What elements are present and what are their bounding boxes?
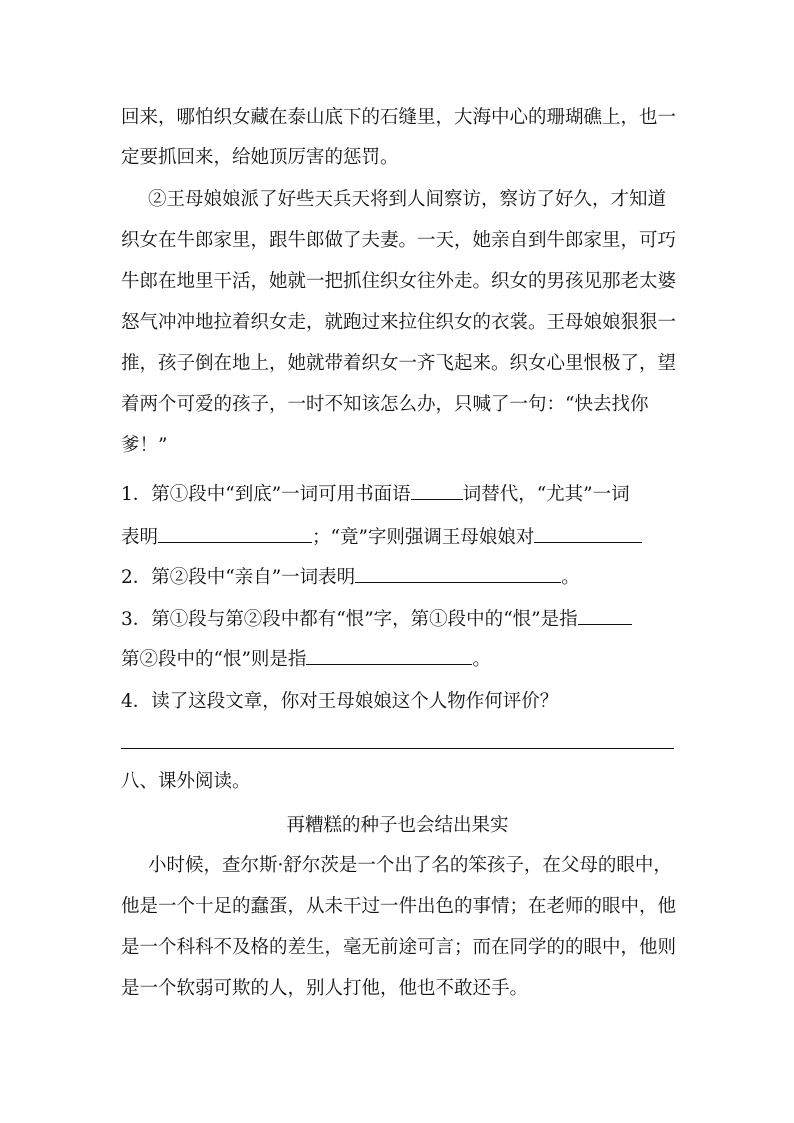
para2-line5: 推，孩子倒在地上，她就带着织女一齐飞起来。织女心里恨极了，望 xyxy=(121,353,677,374)
answer-blank-3b[interactable] xyxy=(306,646,472,665)
para2-line4: 怒气冲冲地拉着织女走，就跑过来拉住织女的衣裳。王母娘娘狠狠一 xyxy=(121,312,677,333)
answer-blank-1c[interactable] xyxy=(534,524,642,543)
passage-line2: 他是一个十足的蠢蛋，从未干过一件出色的事情；在老师的眼中，他 xyxy=(121,896,677,917)
answer-blank-3a[interactable] xyxy=(578,606,632,625)
question-3-text-a: 3．第①段与第②段中都有“恨”字，第①段中的“恨”是指 xyxy=(121,609,578,630)
passage-line1: 小时候，查尔斯·舒尔茨是一个出了名的笨孩子，在父母的眼中， xyxy=(148,855,672,876)
question-1-line2 xyxy=(121,524,642,550)
question-2-text-a: 2．第②段中“亲自”一词表明 xyxy=(121,567,356,588)
question-2 xyxy=(121,564,580,590)
question-4: 4．读了这段文章，你对王母娘娘这个人物作何评价？ xyxy=(121,691,559,712)
passage-line4: 是一个软弱可欺的人，别人打他，他也不敢还手。 xyxy=(121,978,529,999)
question-3-line2 xyxy=(121,646,491,672)
para2-line7: 爹！” xyxy=(121,435,168,456)
passage-line3: 是一个科科不及格的差生，毫无前途可言；而在同学的的眼中，他则 xyxy=(121,937,677,958)
para1-line2: 定要抓回来，给她顶厉害的惩罚。 xyxy=(121,147,399,168)
question-1-text-a: 1．第①段中“到底”一词可用书面语 xyxy=(121,484,411,505)
question-3-text-c: 。 xyxy=(472,649,491,670)
question-1-line1 xyxy=(121,481,630,507)
answer-blank-2[interactable] xyxy=(355,564,561,583)
answer-blank-1b[interactable] xyxy=(158,524,312,543)
question-2-text-b: 。 xyxy=(561,567,580,588)
question-1-text-d: ；“竟”字则强调王母娘娘对 xyxy=(312,527,535,548)
para2-line6: 着两个可爱的孩子，一时不知该怎么办，只喊了一句：“快去找你 xyxy=(121,394,649,415)
passage-title: 再糟糕的种子也会结出果实 xyxy=(286,815,509,836)
question-1-text-b: 词替代，“尤其”一词 xyxy=(462,484,630,505)
question-1-text-c: 表明 xyxy=(121,527,159,548)
para1-line1: 回来，哪怕织女藏在泰山底下的石缝里，大海中心的珊瑚礁上，也一 xyxy=(121,107,677,128)
question-3-line1 xyxy=(121,606,632,632)
section-8-heading: 八、课外阅读。 xyxy=(121,771,251,792)
question-3-text-b: 第②段中的“恨”则是指 xyxy=(121,649,307,670)
answer-blank-1a[interactable] xyxy=(411,481,463,500)
para2-line2: 织女在牛郎家里，跟牛郎做了夫妻。一天，她亲自到牛郎家里，可巧 xyxy=(121,230,677,251)
answer-line-4[interactable] xyxy=(121,748,674,749)
para2-line1: ②王母娘娘派了好些天兵天将到人间察访，察访了好久，才知道 xyxy=(148,189,667,210)
para2-line3: 牛郎在地里干活，她就一把抓住织女往外走。织女的男孩见那老太婆 xyxy=(121,271,677,292)
